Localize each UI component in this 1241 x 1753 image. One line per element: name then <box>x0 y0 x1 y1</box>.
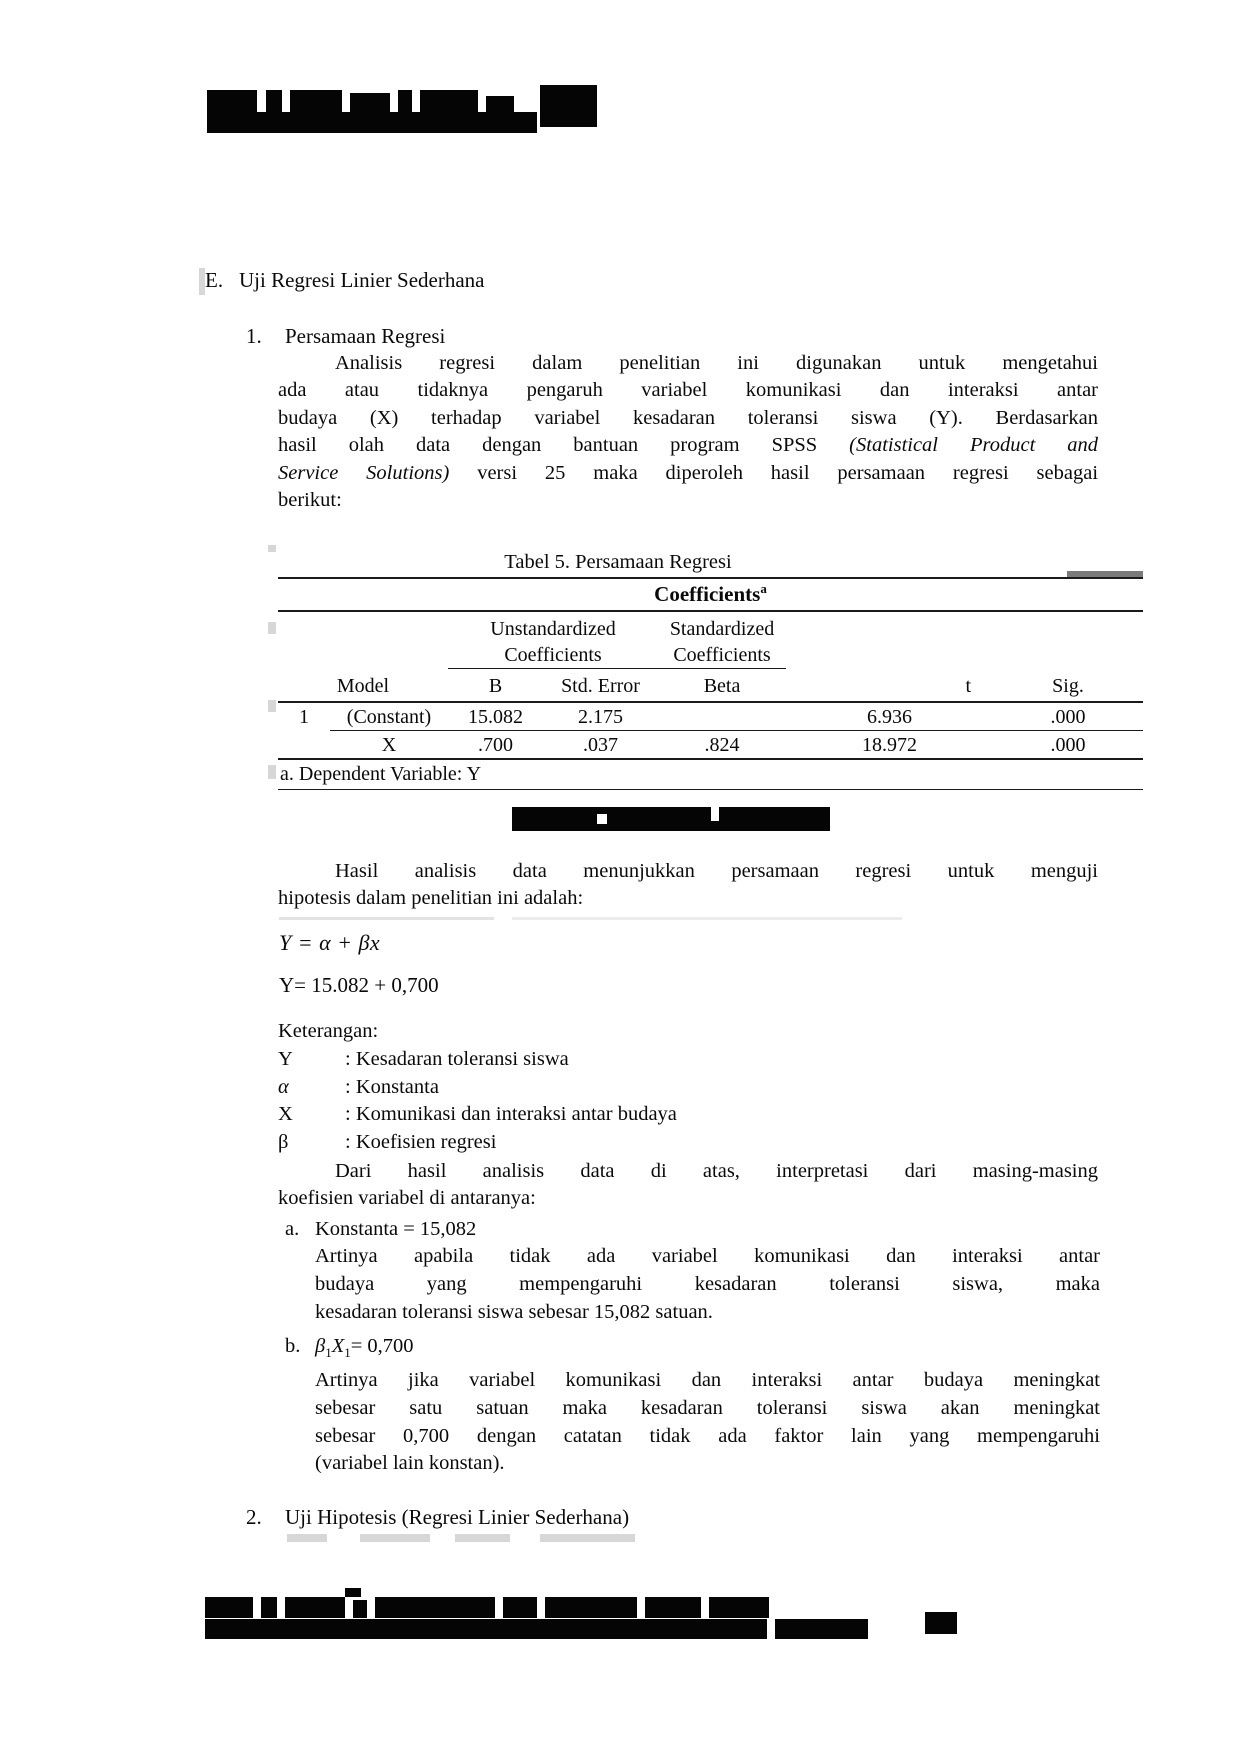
keterangan-item <box>278 1129 1098 1157</box>
cell-b: 15.082 <box>448 702 543 731</box>
item-2-title: Uji Hipotesis (Regresi Linier Sederhana) <box>285 1505 630 1529</box>
scan-artifact <box>512 917 902 920</box>
column-header-stderror: Std. Error <box>543 669 658 703</box>
paragraph-line: hipotesis dalam penelitian ini adalah: <box>278 887 584 910</box>
redaction-block <box>285 1597 345 1618</box>
cell-stderror: .037 <box>543 731 658 760</box>
item-2-label: 2. <box>246 1505 262 1529</box>
paragraph-line: Dari hasil analisis data di atas, interpretasi dari masing-masing <box>335 1160 1098 1182</box>
lettered-item-b <box>285 1332 1100 1478</box>
column-header-beta: Beta <box>658 669 786 703</box>
redaction-gap <box>597 814 607 824</box>
paragraph-line: sebesar satu satuan maka kesadaran toleransi siswa akan meningkat <box>315 1396 1100 1419</box>
scan-artifact <box>287 1534 327 1542</box>
paragraph-line: Artinya apabila tidak ada variabel komunikasi dan interaksi antar <box>315 1245 1100 1267</box>
keterangan-item <box>278 1046 1098 1074</box>
table-row <box>278 731 1143 760</box>
paragraph-line: budaya (X) terhadap variabel kesadaran toleransi siswa (Y). Berdasarkan <box>278 406 1098 429</box>
redaction-bar <box>512 807 830 831</box>
section-title: Uji Regresi Linier Sederhana <box>239 268 485 292</box>
cell-model: (Constant) <box>330 702 448 731</box>
redaction-block <box>486 96 514 112</box>
paragraph-line: Analisis regresi dalam penelitian ini digunakan untuk mengetahui <box>335 352 1098 374</box>
cell-stderror: 2.175 <box>543 702 658 731</box>
redaction-block <box>205 1597 253 1618</box>
keterangan-item <box>278 1074 1098 1102</box>
cell-b: .700 <box>448 731 543 760</box>
keterangan-item <box>278 1101 1098 1129</box>
scan-artifact <box>268 622 276 634</box>
item-1-title: Persamaan Regresi <box>285 324 446 348</box>
regression-equation-numeric: Y= 15.082 + 0,700 <box>279 973 439 997</box>
cell-sig: .000 <box>993 731 1143 760</box>
item-a-label: a. <box>285 1218 300 1240</box>
paragraph-line: Artinya jika variabel komunikasi dan interaksi antar budaya meningkat <box>315 1369 1100 1392</box>
keterangan-list <box>278 1018 1098 1157</box>
table-title: Coefficients$^a$ <box>278 577 1143 612</box>
column-header-t: t <box>786 669 993 703</box>
group-header-unstandardized: Unstandardized Coefficients <box>448 612 658 669</box>
item-1-label: 1. <box>246 324 262 348</box>
paragraph-line: budaya yang mempengaruhi kesadaran toleransi siswa, maka <box>315 1272 1100 1295</box>
paragraph-line: koefisien variabel di antaranya: <box>278 1187 536 1210</box>
symbol: X <box>278 1103 293 1126</box>
paragraph-line: Service Solutions) versi 25 maka diperoleh hasil persamaan regresi sebagai <box>278 461 1099 484</box>
redaction-block <box>540 85 597 127</box>
empty-header-cell <box>278 612 448 669</box>
cell-sig: .000 <box>993 702 1143 731</box>
item-b-label: b. <box>285 1335 301 1357</box>
redaction-gap <box>711 807 719 821</box>
redaction-block <box>205 1619 767 1639</box>
scan-artifact <box>268 765 276 779</box>
empty-header-cell <box>993 612 1143 669</box>
symbol-description: : Komunikasi dan interaksi antar budaya <box>345 1103 677 1126</box>
section-label: E. <box>205 268 224 292</box>
redaction-block <box>290 90 342 112</box>
table-caption: Tabel 5. Persamaan Regresi <box>504 551 732 573</box>
redaction-block <box>709 1597 769 1618</box>
redaction-block <box>353 1600 367 1618</box>
redaction-block <box>350 93 390 112</box>
redaction-block <box>545 1597 637 1618</box>
redaction-block <box>375 1597 495 1618</box>
redaction-block <box>207 112 537 133</box>
scan-artifact <box>360 1534 430 1542</box>
paragraph-2 <box>278 858 1098 913</box>
redaction-block <box>261 1597 277 1618</box>
redaction-block <box>266 90 282 112</box>
cell-t: 18.972 <box>786 731 993 760</box>
redaction-block <box>645 1597 701 1618</box>
scan-artifact <box>268 700 276 712</box>
paragraph-1 <box>278 350 1098 514</box>
paragraph-3 <box>278 1158 1098 1213</box>
redaction-block <box>207 90 257 112</box>
cell-t: 6.936 <box>786 702 993 731</box>
cell-beta <box>658 702 786 731</box>
section-heading <box>205 267 485 293</box>
cell-model-no <box>278 731 330 760</box>
redaction-block <box>398 90 412 112</box>
column-header-b: B <box>448 669 543 703</box>
paragraph-line: Hasil analisis data menunjukkan persamaan regresi untuk menguji <box>335 860 1098 882</box>
cell-beta: .824 <box>658 731 786 760</box>
redaction-block <box>345 1588 361 1597</box>
paragraph-line: hasil olah data dengan bantuan program SPSS (Statistical Product and <box>278 434 1098 457</box>
symbol-description: : Konstanta <box>345 1075 439 1098</box>
item-b-title: $\beta_1X_1= 0,700$ <box>315 1335 414 1361</box>
empty-header-cell <box>786 612 993 669</box>
scan-artifact <box>268 545 276 552</box>
paragraph-line: (variabel lain konstan). <box>315 1452 505 1475</box>
cell-model: X <box>330 731 448 760</box>
paragraph-line: berikut: <box>278 489 342 512</box>
symbol: α <box>278 1075 289 1098</box>
scan-artifact <box>540 1534 635 1542</box>
regression-equation-symbolic: Y = α + βx <box>279 930 381 955</box>
column-header-sig: Sig. <box>993 669 1143 703</box>
scan-artifact <box>455 1534 510 1542</box>
column-header-model: Model <box>278 669 448 703</box>
paragraph-line: ada atau tidaknya pengaruh variabel komunikasi dan interaksi antar <box>278 379 1098 402</box>
keterangan-title: Keterangan: <box>278 1020 379 1042</box>
redaction-block <box>925 1612 957 1634</box>
paragraph-line: sebesar 0,700 dengan catatan tidak ada faktor lain yang mempengaruhi <box>315 1424 1100 1447</box>
redaction-block <box>775 1619 868 1639</box>
numbered-item-1 <box>246 323 445 349</box>
symbol: Y <box>278 1047 293 1070</box>
table-row <box>278 702 1143 731</box>
symbol-description: : Kesadaran toleransi siswa <box>345 1047 569 1070</box>
item-a-title: Konstanta = 15,082 <box>315 1218 477 1240</box>
symbol-description: : Koefisien regresi <box>345 1131 497 1154</box>
paragraph-line: kesadaran toleransi siswa sebesar 15,082 satuan. <box>315 1300 713 1323</box>
redaction-block <box>420 90 478 112</box>
symbol: β <box>278 1131 289 1154</box>
scan-artifact <box>279 917 494 920</box>
redaction-block <box>503 1597 537 1618</box>
numbered-item-2 <box>246 1504 629 1530</box>
spss-coefficients-table <box>278 577 1143 790</box>
cell-model-no: 1 <box>299 705 309 728</box>
lettered-item-a <box>285 1215 1100 1326</box>
table-footnote: a. Dependent Variable: Y <box>278 760 1143 790</box>
group-header-standardized: Standardized Coefficients <box>658 612 786 669</box>
